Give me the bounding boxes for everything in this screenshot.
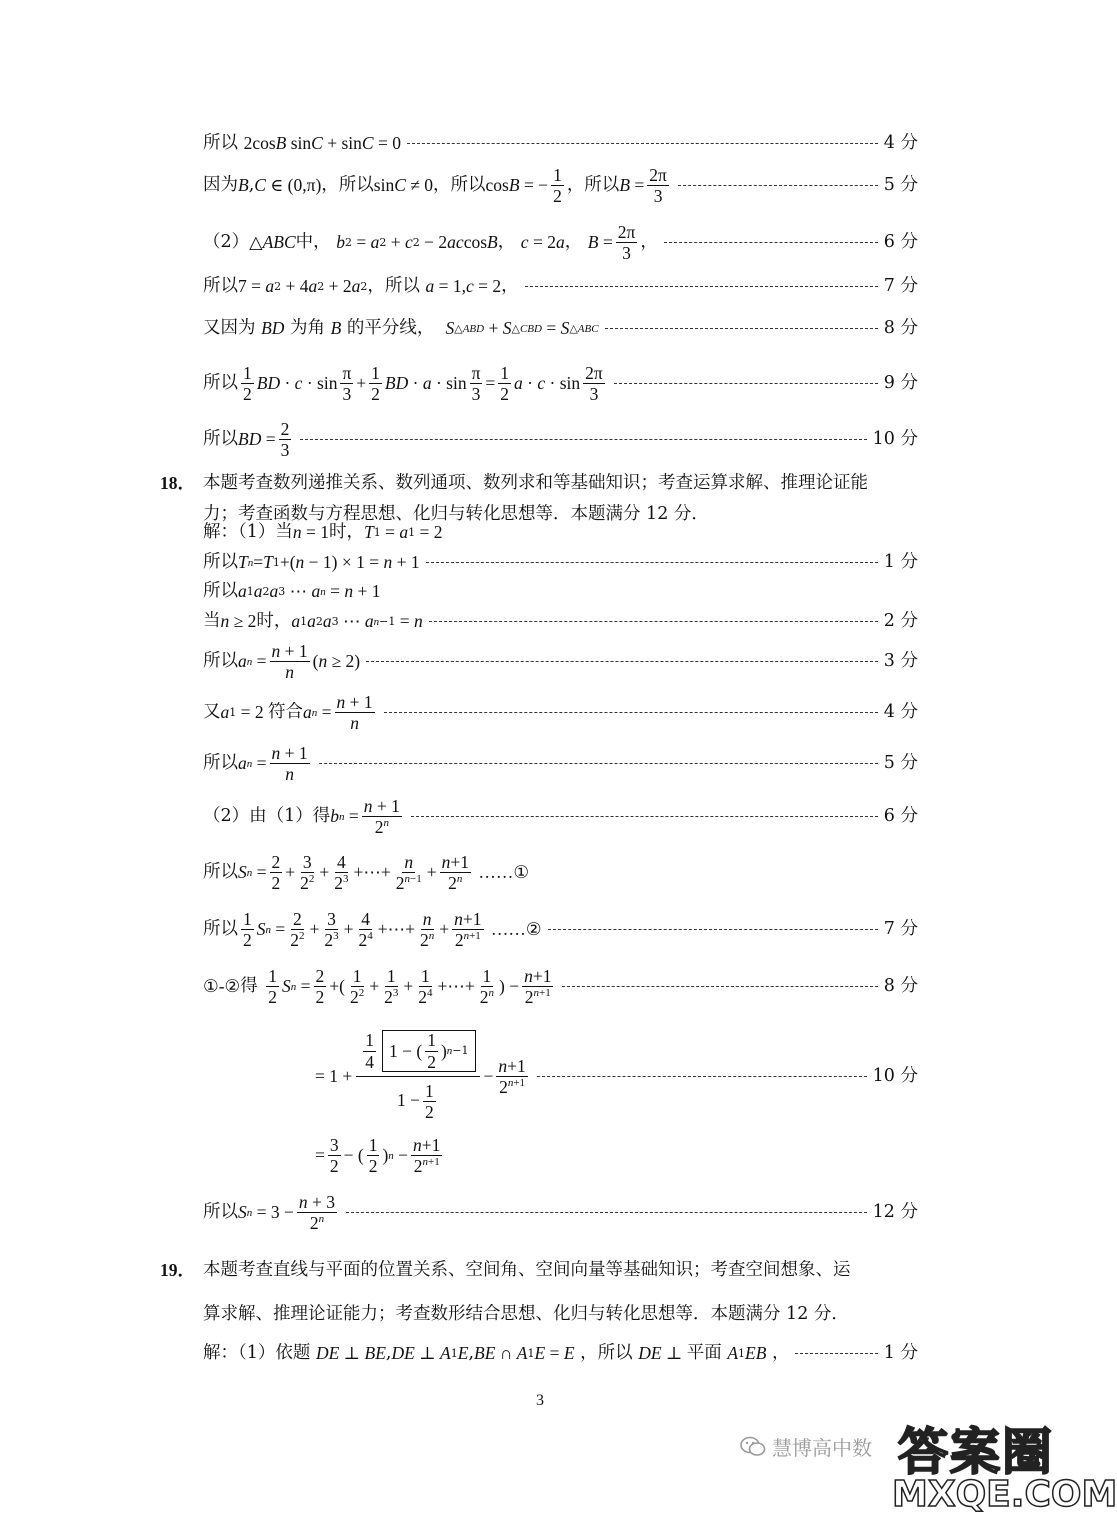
wechat-icon [740, 1436, 766, 1458]
score-label: 10 分 [872, 1065, 918, 1086]
solution-line-7: 所以 BD = $\frac{2}{3}$ 10 分 [203, 419, 918, 461]
q18-line-13: = $\frac{3}{2}$ − ( $\frac{1}{2}$ ) n − $\frac{n+1}{2^{n+1}}$ [315, 1135, 441, 1177]
score-label: 6 分 [883, 806, 918, 827]
q18-line-3: 所以 a 1 a 2 a 3 ⋯ a n = n + 1 [203, 581, 381, 601]
solution-line-6: 所以 $\frac{1}{2}$ BD · c · sin $\frac{\pi}{3}$ + $\frac{1}{2}$ BD · a · sin $\frac{\pi}{3}$ = $\frac{1}{2}$ a · c · sin $\frac{2\pi}{3}$ 9 分 [203, 363, 918, 405]
site-logo [888, 1412, 1117, 1522]
score-label: 5 分 [883, 753, 918, 774]
watermark [740, 1432, 872, 1461]
page-number: 3 [536, 1392, 544, 1409]
score-label: 3 分 [883, 651, 918, 672]
q18-line-11: ①-② 得 $\frac{1}{2}$ S n = $\frac{2}{2}$ +( $\frac{1}{2^2}$ + $\frac{1}{2^3}$ + $\frac{1}{2^4}$ +⋯+ $\frac{1}{2^n}$ ) − $\frac{n+1}{2^{n+1}}$ 8 分 [203, 966, 918, 1008]
q18-line-6: 又 a 1 = 2 符合 a n = $\frac{n + 1}{n}$ 4 分 [203, 692, 918, 734]
score-label: 2 分 [883, 611, 918, 631]
solution-line-2: 因为 B , C ∈ (0,π) ，所以 sin C ≠ 0 ，所以 cos B = − $\frac{1}{2}$ ，所以 B = $\frac{2\pi}{3}$ 5 分 [203, 165, 918, 207]
solution-line-5: 又因为 BD 为角 B 的平分线， S △ABD + S △CBD = S △ABC 8 分 [203, 318, 918, 338]
q18-line-2: 所以 T n = T 1 +( n − 1) × 1 = n + 1 1 分 [203, 552, 918, 572]
logo-top-text: 答案圈 [898, 1423, 1054, 1481]
score-label: 8 分 [883, 976, 918, 997]
solution-line-1: 所以 2cos B sin C + sin C = 0 4 分 [203, 133, 918, 153]
score-label: 1 分 [883, 1343, 918, 1363]
q18-line-10: 所以 $\frac{1}{2}$ S n = $\frac{2}{2^2}$ + $\frac{3}{2^3}$ + $\frac{4}{2^4}$ +⋯+ $\frac{n}{2^n}$ + $\frac{n+1}{2^{n+1}}$ ……② 7 分 [203, 909, 918, 951]
score-label: 5 分 [883, 175, 918, 196]
score-label: 4 分 [883, 133, 918, 153]
score-label: 7 分 [883, 919, 918, 940]
logo-bottom-text: MXQE.COM [892, 1474, 1117, 1515]
q18-line-9: 所以 S n = $\frac{2}{2}$ + $\frac{3}{2^2}$ + $\frac{4}{2^3}$ +⋯+ $\frac{n}{2^{n-1}}$ + $\frac{n+1}{2^n}$ ……① [203, 852, 530, 894]
solution-line-4: 所以 7 = a 2 + 4 a 2 + 2 a 2 ，所以 a = 1, c = 2 ， 7 分 [203, 276, 918, 296]
score-label: 9 分 [883, 373, 918, 394]
q18-line-4: 当 n ≥ 2 时， a 1 a 2 a 3 ⋯ a n−1 = n 2 分 [203, 611, 918, 631]
q18-line-5: 所以 a n = $\frac{n + 1}{n}$ ( n ≥ 2) 3 分 [203, 641, 918, 683]
question-18-intro: 18． 本题考查数列递推关系、数列通项、数列求和等基础知识；考查运算求解、推理论证能 力；考查函数与方程思想、化归与转化思想等．本题满分 12 分． [160, 473, 868, 524]
score-label: 12 分 [872, 1202, 918, 1223]
score-label: 1 分 [883, 552, 918, 572]
score-label: 8 分 [883, 318, 918, 338]
score-label: 10 分 [872, 429, 918, 450]
score-label: 4 分 [883, 702, 918, 723]
q18-line-8: （2）由（1）得 b n = $\frac{n + 1}{2^n}$ 6 分 [203, 796, 918, 838]
q19-line-1: 解：（1）依题 DE ⊥ BE , DE ⊥ A 1 E , BE ∩ A 1 E = E ，所以 DE ⊥ 平面 A 1 EB ， 1 分 [203, 1343, 918, 1363]
q18-line-1: 解：（1）当 n = 1 时， T 1 = a 1 = 2 [203, 522, 443, 542]
solution-line-3: （2） △ ABC 中， b 2 = a 2 + c 2 − 2 ac cos B ， c = 2 a ， B = $\frac{2\pi}{3}$ ， 6 分 [203, 222, 918, 264]
q18-line-14: 所以 S n = 3 − $\frac{n + 3}{2^n}$ 12 分 [203, 1192, 918, 1234]
score-label: 7 分 [883, 276, 918, 296]
q18-line-12: = 1 + $\frac{1}{4}$ 1 − ( $\frac{1}{2}$ ) n−1 1 − $\frac{1}{2}$ − $\frac{n+1}{2^{n+1}}$ 10 分 [315, 1030, 918, 1123]
q18-line-7: 所以 a n = $\frac{n + 1}{n}$ 5 分 [203, 743, 918, 785]
watermark-text: 慧博高中数 [772, 1436, 872, 1460]
question-19-intro: 19． 本题考查直线与平面的位置关系、空间角、空间向量等基础知识；考查空间想象、运 算求解、推理论证能力；考查数形结合思想、化归与转化思想等．本题满分 12 分． [160, 1260, 851, 1324]
score-label: 6 分 [883, 232, 918, 253]
